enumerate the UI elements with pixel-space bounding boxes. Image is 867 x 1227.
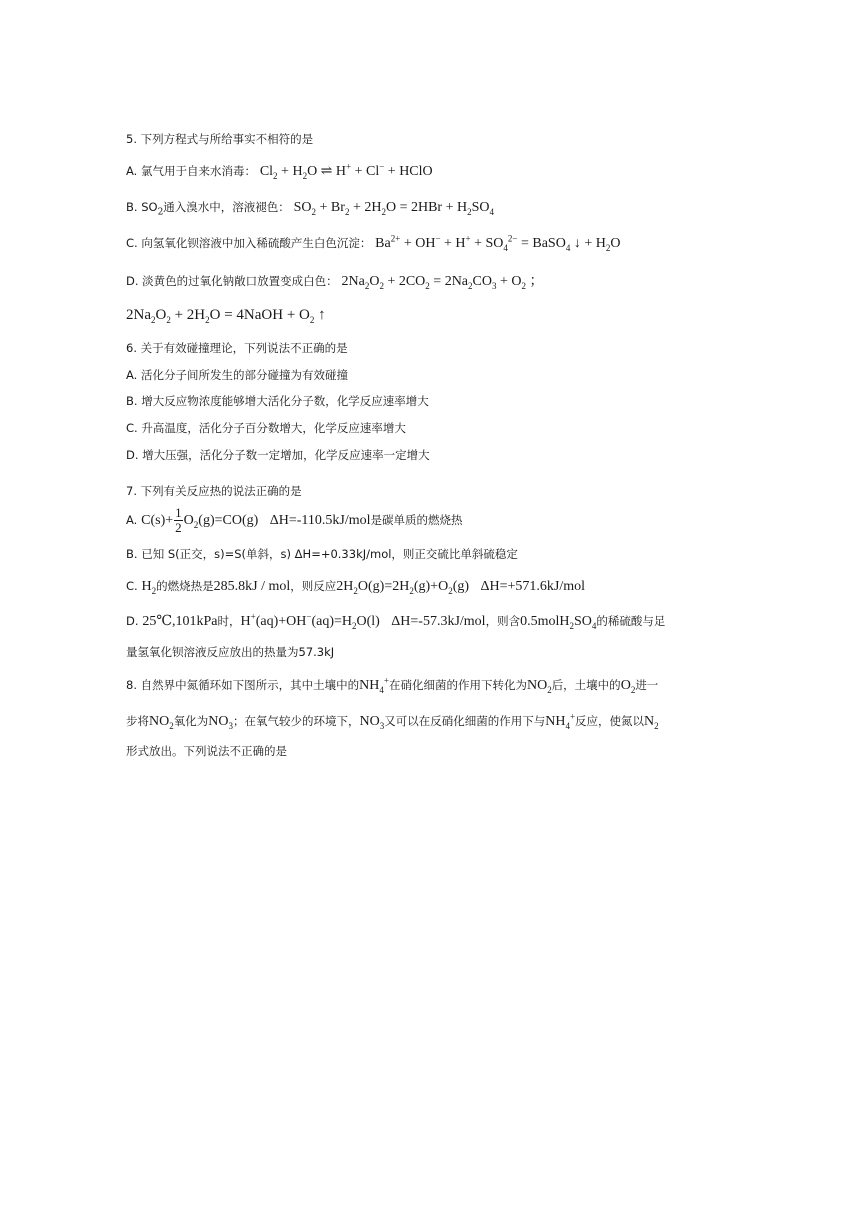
q5-c-text: C. 向氢氧化钡溶液中加入稀硫酸产生白色沉淀： [126, 236, 372, 250]
q7-d-cond: 25℃,101kPa [142, 614, 218, 629]
q7-a-label: A. [126, 513, 138, 527]
q7-a-tail: 是碳单质的燃烧热 [370, 513, 463, 527]
q6-option-a[interactable]: A. 活化分子间所发生的部分碰撞为有效碰撞 [126, 368, 348, 382]
q8-line1 [126, 676, 658, 695]
q7-a-equation: C(s)+ $\frac{1}{2}$ $O_2(g)=CO(g)$ [141, 505, 259, 536]
q8-no3: $NO_3$ [208, 714, 233, 731]
q7-option-b[interactable]: B. 已知 S(正交，s)=S(单斜，s) ΔH=+0.33kJ/mol，则正交硫比单斜硫稳定 [126, 547, 518, 561]
q8-nh4-b: $NH_4^+$ [545, 711, 576, 731]
q6-stem: 6. 关于有效碰撞理论，下列说法不正确的是 [126, 341, 348, 355]
q8-no2: $NO_2$ [526, 678, 552, 695]
q8-nh4: $NH_4^+$ [359, 675, 389, 695]
q7-option-d[interactable] [126, 612, 665, 631]
q5-a-equation: $Cl_2 + H_2O$ ⇌ H+ + Cl− + HClO [259, 161, 433, 181]
q5-b-text1: B. SO [126, 200, 158, 214]
q7-option-a[interactable] [126, 505, 463, 536]
q8-n2: $N_2$ [644, 714, 659, 731]
q6-option-b[interactable]: B. 增大反应物浓度能够增大活化分子数，化学反应速率增大 [126, 394, 429, 408]
q5-d-equation1: $2Na_2O_2 + 2CO_2 = 2Na_2CO_3 + O_2$ ； [341, 274, 544, 291]
q5-b-equation: $SO_2 + Br_2 + 2H_2O = 2HBr + H_2SO_4$ [293, 200, 494, 217]
q5-option-a[interactable] [126, 162, 433, 181]
q8-line2 [126, 712, 659, 731]
q8-l1-b: 在硝化细菌的作用下转化为 [388, 678, 527, 692]
q5-a-text: A. 氯气用于自来水消毒： [126, 164, 256, 178]
q7-d-mid2: ，则含 [485, 614, 521, 628]
q7-c-dh: ΔH=+571.6kJ/mol [480, 579, 585, 594]
q7-d-mid: 时， [217, 614, 241, 628]
q7-c-mid: 的燃烧热是 [156, 579, 214, 593]
q7-stem: 7. 下列有关反应热的说法正确的是 [126, 484, 302, 498]
q8-l1-a: 8. 自然界中氮循环如下图所示，其中土壤中的 [126, 678, 360, 692]
q5-c-equation: $Ba^{2+} + OH^- + H^+ + SO_4^{2-}$ = BaSO$_4$ ↓ + $H_2O$ [375, 233, 621, 253]
q7-d-dh: ΔH=-57.3kJ/mol [391, 614, 486, 629]
q8-l2-d: 又可以在反硝化细菌的作用下与 [384, 714, 546, 728]
q5-b-text2: 通入溴水中，溶液褪色： [163, 200, 290, 214]
q6-option-c[interactable]: C. 升高温度，活化分子百分数增大，化学反应速率增大 [126, 421, 406, 435]
q7-d-label: D. [126, 614, 139, 628]
q8-no2-b: $NO_2$ [149, 714, 174, 731]
q8-l2-b: 氧化为 [173, 714, 209, 728]
q7-c-h2: $H_2$ [141, 579, 157, 596]
q7-c-equation: $2H_2O(g)=2H_2(g)+O_2(g)$ [336, 579, 470, 596]
q5-d-equation2: $2Na_2O_2 + 2H_2O$ = 4NaOH + $O_2$ ↑ [126, 307, 326, 325]
q5-option-d[interactable] [126, 272, 544, 291]
q7-c-value: 285.8kJ / mol [213, 579, 291, 594]
q8-l1-c: 后，土壤中的 [551, 678, 621, 692]
q8-l1-d: 进一 [635, 678, 659, 692]
q5-option-b[interactable]: B. $SO_2$通入溴水中，溶液褪色： $SO_2 + Br_2 + 2H_2O = 2HBr + H_2SO_4$ [126, 200, 494, 218]
q6-option-d[interactable]: D. 增大压强，活化分子数一定增加，化学反应速率一定增大 [126, 448, 430, 462]
q7-a-dh: ΔH=-110.5kJ/mol [269, 513, 371, 528]
q7-c-mid2: ，则反应 [290, 579, 337, 593]
q7-c-label: C. [126, 579, 138, 593]
q8-l2-e: 反应，使氮以 [575, 714, 645, 728]
q8-line3: 形式放出。下列说法不正确的是 [126, 744, 287, 758]
q7-d-equation: $H^+(aq)+OH^-(aq)=H_2O(l)$ [240, 611, 380, 631]
q8-l2-c: ；在氧气较少的环境下， [232, 714, 360, 728]
q7-option-c[interactable] [126, 577, 585, 596]
q7-d-line2: 量氢氧化钡溶液反应放出的热量为57.3kJ [126, 645, 335, 659]
q8-o2: $O_2$ [620, 678, 636, 695]
half-fraction: $\frac{1}{2}$ [175, 505, 182, 536]
q8-l2-a: 步将 [126, 714, 149, 728]
q8-no3-b: $NO_3$ [359, 714, 385, 731]
q5-option-c[interactable] [126, 234, 620, 253]
q7-d-tail: 的稀硫酸与足 [596, 614, 666, 628]
q7-d-amount: $0.5molH_2SO_4$ [520, 614, 597, 631]
q5-d-text: D. 淡黄色的过氧化钠敞口放置变成白色： [126, 274, 338, 288]
q5-stem: 5. 下列方程式与所给事实不相符的是 [126, 132, 314, 146]
